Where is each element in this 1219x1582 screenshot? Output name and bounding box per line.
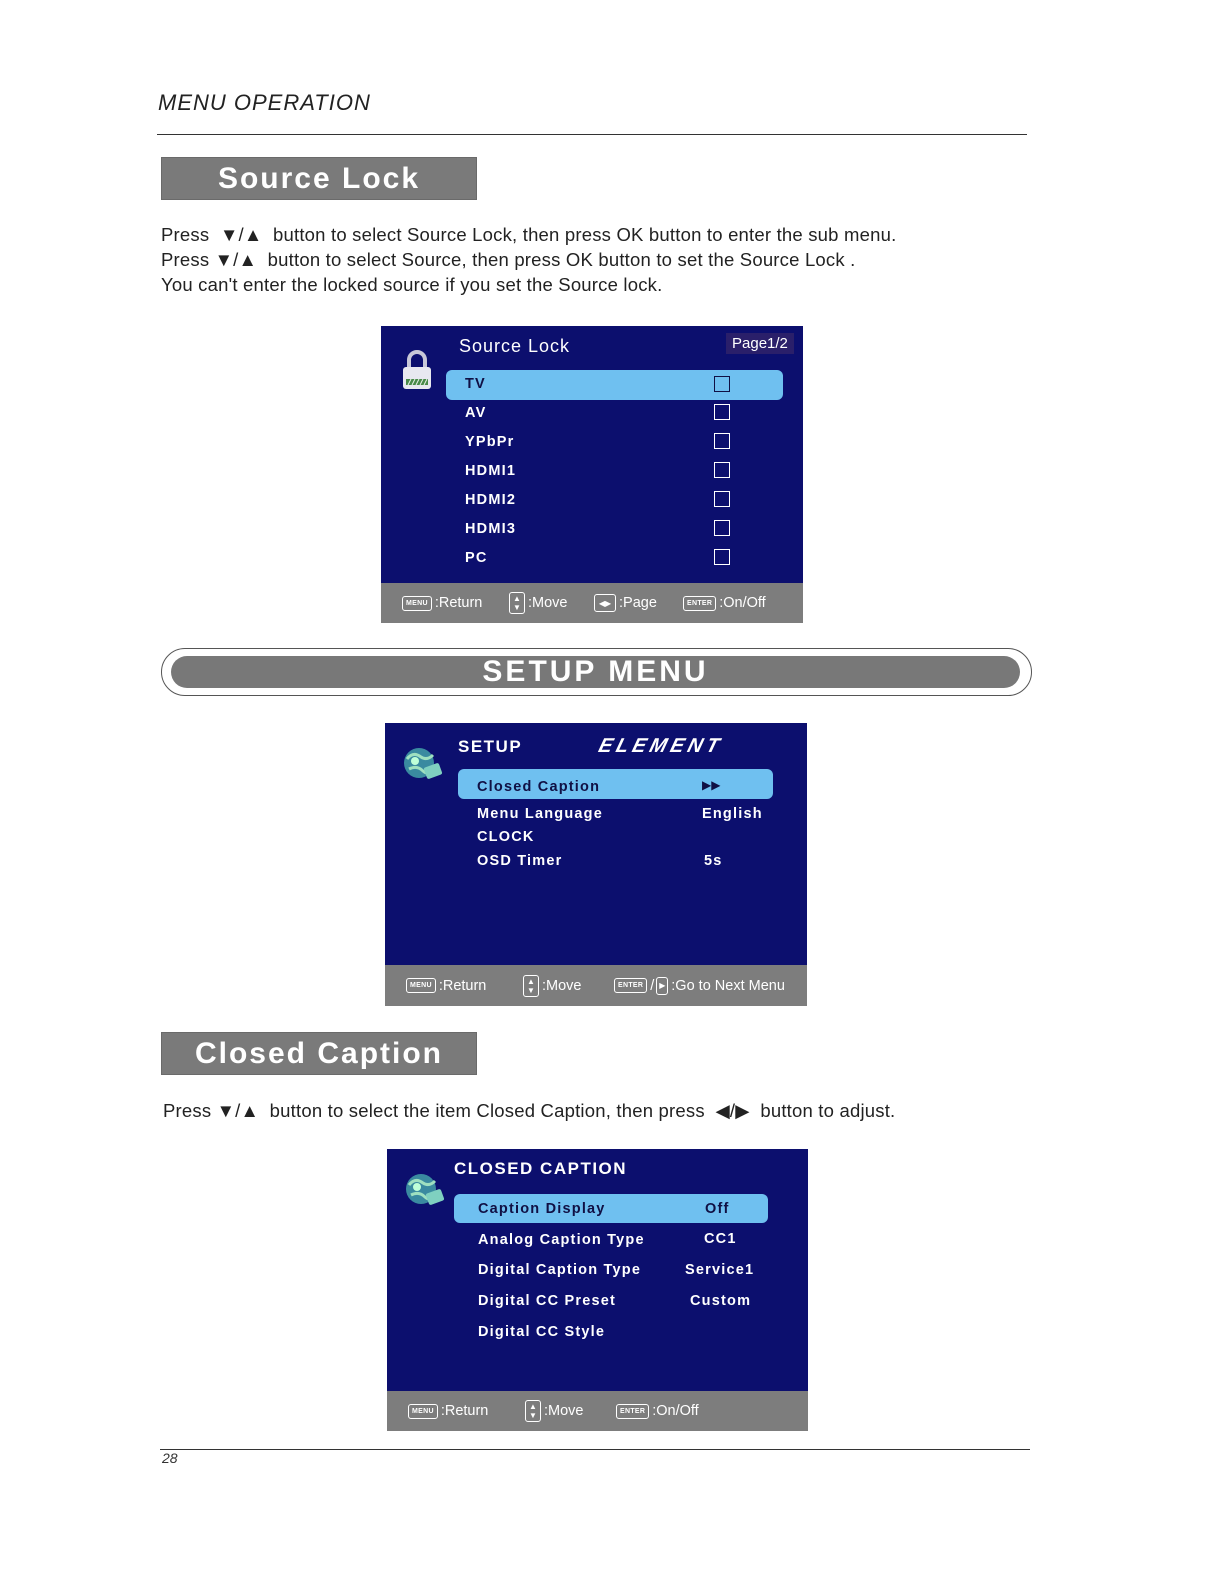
- enter-key-icon: ENTER: [614, 978, 647, 993]
- source-checkbox-hdmi3[interactable]: [714, 520, 730, 536]
- section-heading-source-lock: Source Lock: [161, 157, 477, 200]
- page-indicator: Page1/2: [726, 333, 794, 354]
- setup-item-osd-timer[interactable]: OSD Timer: [477, 853, 563, 869]
- source-item-av[interactable]: AV: [465, 405, 487, 421]
- source-checkbox-pc[interactable]: [714, 549, 730, 565]
- source-lock-instruction-2: Press ▼/▲ button to select Source, then press OK button to set the Source Lock .: [161, 249, 856, 270]
- cc-value-analog-caption-type: CC1: [704, 1231, 737, 1247]
- source-item-hdmi2[interactable]: HDMI2: [465, 492, 517, 508]
- setup-item-menu-language[interactable]: Menu Language: [477, 806, 603, 822]
- padlock-icon: [401, 348, 433, 392]
- footer-onoff: [616, 1391, 699, 1431]
- up-down-arrow-icon: ▲ ▼: [523, 975, 539, 997]
- footer-return: [408, 1391, 488, 1431]
- cc-item-digital-cc-style[interactable]: Digital CC Style: [478, 1324, 606, 1340]
- closed-caption-instruction: Press ▼/▲ button to select the item Closed Caption, then press ◀/▶ button to adjust.: [163, 1100, 896, 1121]
- footer-move: [525, 1391, 584, 1431]
- right-arrow-icon: ▶: [656, 977, 668, 995]
- source-lock-osd-screen: [381, 326, 803, 623]
- footer-move-label: :Move: [542, 977, 582, 994]
- page-number: 28: [162, 1450, 178, 1466]
- menu-key-icon: MENU: [402, 596, 432, 611]
- left-right-arrow-icon: ◀▶: [594, 594, 616, 612]
- source-item-tv[interactable]: TV: [465, 376, 486, 392]
- submenu-arrow-icon: ▶▶: [702, 778, 721, 792]
- footer-return: [406, 965, 486, 1006]
- selection-highlight: [446, 370, 783, 400]
- source-item-ypbpr[interactable]: YPbPr: [465, 434, 515, 450]
- footer-next-label: :Go to Next Menu: [671, 977, 785, 994]
- osd-footer: [381, 583, 803, 623]
- source-item-pc[interactable]: PC: [465, 550, 488, 566]
- footer-return-label: :Return: [440, 1403, 489, 1419]
- source-checkbox-hdmi2[interactable]: [714, 491, 730, 507]
- brand-logo: ELEMENT: [596, 735, 726, 757]
- footer-move: [509, 583, 568, 623]
- footer-next-menu: [614, 965, 785, 1006]
- footer-move-label: :Move: [544, 1403, 584, 1419]
- osd-title: CLOSED CAPTION: [454, 1159, 628, 1178]
- source-checkbox-hdmi1[interactable]: [714, 462, 730, 478]
- cc-item-digital-cc-preset[interactable]: Digital CC Preset: [478, 1293, 617, 1309]
- setup-item-closed-caption[interactable]: Closed Caption: [477, 779, 601, 795]
- globe-icon: [401, 1169, 447, 1209]
- cc-item-caption-display[interactable]: Caption Display: [478, 1201, 606, 1217]
- setup-osd-screen: [385, 723, 807, 1006]
- source-checkbox-av[interactable]: [714, 404, 730, 420]
- enter-key-icon: ENTER: [616, 1404, 649, 1419]
- footer-divider: [160, 1449, 1030, 1450]
- source-lock-instruction-3: You can't enter the locked source if you set the Source lock.: [161, 274, 663, 295]
- source-item-hdmi1[interactable]: HDMI1: [465, 463, 517, 479]
- source-checkbox-tv[interactable]: [714, 376, 730, 392]
- source-item-hdmi3[interactable]: HDMI3: [465, 521, 517, 537]
- section-heading-closed-caption: Closed Caption: [161, 1032, 477, 1075]
- cc-value-digital-cc-preset: Custom: [690, 1293, 752, 1309]
- section-heading-setup-menu: SETUP MENU: [171, 656, 1020, 688]
- setup-item-clock[interactable]: CLOCK: [477, 829, 535, 845]
- source-checkbox-ypbpr[interactable]: [714, 433, 730, 449]
- menu-key-icon: MENU: [408, 1404, 438, 1419]
- footer-onoff: [683, 583, 766, 623]
- footer-return-label: :Return: [434, 595, 483, 611]
- footer-onoff-label: :On/Off: [719, 595, 766, 611]
- globe-icon: [399, 743, 445, 783]
- cc-item-digital-caption-type[interactable]: Digital Caption Type: [478, 1262, 642, 1278]
- setup-menu-heading-frame: [161, 648, 1032, 696]
- up-down-arrow-icon: ▲ ▼: [509, 592, 525, 614]
- cc-value-digital-caption-type: Service1: [685, 1262, 755, 1278]
- footer-onoff-label: :On/Off: [652, 1403, 699, 1419]
- closed-caption-osd-screen: [387, 1149, 808, 1431]
- page-header-title: MENU OPERATION: [158, 90, 371, 115]
- footer-slash: /: [650, 977, 655, 994]
- cc-item-analog-caption-type[interactable]: Analog Caption Type: [478, 1232, 645, 1248]
- footer-return-label: :Return: [438, 977, 487, 994]
- menu-key-icon: MENU: [406, 978, 436, 993]
- cc-value-caption-display: Off: [705, 1201, 730, 1217]
- osd-title: SETUP: [458, 737, 523, 756]
- osd-footer: [385, 965, 807, 1006]
- up-down-arrow-icon: ▲ ▼: [525, 1400, 541, 1422]
- osd-footer: [387, 1391, 808, 1431]
- footer-page: [594, 583, 657, 623]
- setup-value-osd-timer: 5s: [704, 853, 723, 869]
- footer-move: [523, 965, 582, 1006]
- setup-value-menu-language: English: [702, 806, 763, 822]
- footer-page-label: :Page: [619, 595, 657, 611]
- source-lock-instruction-1: Press ▼/▲ button to select Source Lock, then press OK button to enter the sub menu.: [161, 224, 897, 245]
- footer-return: [402, 583, 482, 623]
- osd-title: Source Lock: [459, 336, 571, 356]
- enter-key-icon: ENTER: [683, 596, 716, 611]
- header-divider: [157, 134, 1027, 135]
- footer-move-label: :Move: [528, 595, 568, 611]
